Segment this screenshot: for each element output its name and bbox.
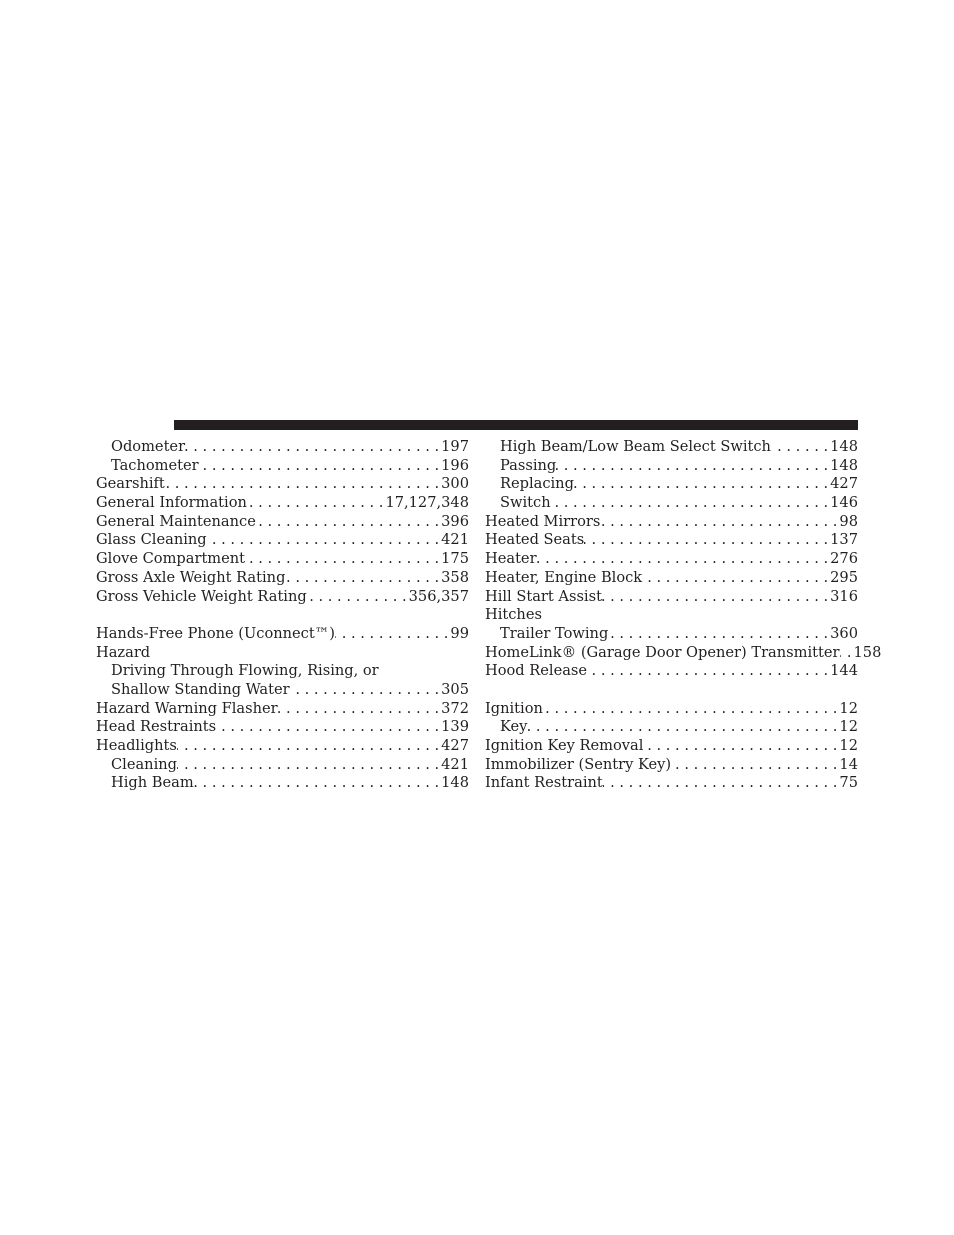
- dot-leader: [285, 569, 441, 588]
- index-subentry: [96, 774, 469, 793]
- index-subentry: [485, 457, 858, 476]
- page-number: 98: [839, 512, 858, 530]
- dot-leader: [256, 513, 441, 532]
- page-number: 14: [839, 755, 858, 773]
- dot-leader: [600, 513, 839, 532]
- index-entry: [485, 531, 858, 550]
- index-term: General Maintenance: [96, 512, 256, 530]
- index-term: Headlights: [96, 737, 177, 754]
- index-term: General Information: [96, 494, 247, 512]
- index-subentry: [96, 756, 469, 775]
- index-entry: [485, 700, 858, 719]
- index-term: Replacing: [500, 475, 574, 493]
- index-term: Gross Axle Weight Rating: [96, 568, 286, 586]
- index-entry: [96, 718, 469, 737]
- index-term: Heater: [485, 550, 537, 568]
- index-term: Heater, Engine Block: [485, 568, 643, 586]
- index-column-left: [96, 438, 469, 793]
- index-subentry: [96, 457, 469, 476]
- index-entry: [96, 531, 469, 550]
- page-number: 372: [441, 699, 469, 717]
- dot-leader: [771, 438, 830, 457]
- page-number: 158: [853, 643, 882, 661]
- dot-leader: [643, 737, 839, 756]
- index-term: Gross Vehicle Weight Rating: [96, 587, 307, 605]
- index-entry: [485, 662, 858, 681]
- index-entry: [96, 588, 469, 607]
- page-number: 427: [441, 737, 469, 754]
- dot-leader: [602, 588, 830, 607]
- index-term: Key: [500, 718, 528, 736]
- page-number: 146: [830, 494, 858, 512]
- page-number: 148: [830, 438, 858, 455]
- index-entry: [96, 550, 469, 569]
- page-number: 12: [839, 737, 858, 754]
- page-number: 421: [441, 755, 469, 773]
- index-term: Glass Cleaning: [96, 531, 207, 549]
- index-subentry: [485, 438, 858, 457]
- page-number: 99: [450, 624, 469, 642]
- index-term: Immobilizer (Sentry Key): [485, 755, 672, 773]
- index-entry: [485, 643, 882, 663]
- index-term: Hill Start Assist: [485, 587, 602, 605]
- page-number: 360: [830, 624, 858, 642]
- index-entry: [96, 494, 469, 513]
- index-term: High Beam/Low Beam Select Switch: [500, 438, 771, 455]
- index-entry: [485, 588, 858, 607]
- index-spacer: [96, 606, 469, 625]
- page-number: 197: [441, 438, 469, 455]
- index-entry: [485, 774, 858, 793]
- index-entry: [485, 606, 858, 625]
- dot-leader: [247, 494, 386, 513]
- page-number: 295: [830, 568, 858, 586]
- index-term: Cleaning: [111, 755, 177, 773]
- index-term: Hazard Warning Flasher: [96, 699, 278, 717]
- dot-leader: [245, 550, 441, 569]
- index-entry: [485, 513, 858, 532]
- index-subentry: [485, 718, 858, 737]
- dot-leader: [278, 700, 442, 719]
- page-number: 396: [441, 512, 469, 530]
- dot-leader: [584, 531, 830, 550]
- dot-leader: [177, 737, 441, 756]
- dot-leader: [185, 438, 441, 457]
- dot-leader: [177, 756, 441, 775]
- dot-leader: [194, 774, 441, 793]
- page-number: 75: [839, 774, 858, 792]
- index-term: Driving Through Flowing, Rising, or: [111, 662, 379, 680]
- page-number: 144: [830, 662, 858, 680]
- dot-leader: [642, 569, 830, 588]
- dot-leader: [840, 644, 854, 663]
- index-entry: [485, 550, 858, 569]
- page-number: 196: [441, 456, 469, 474]
- page-number: 300: [441, 475, 469, 493]
- dot-leader: [551, 494, 831, 513]
- page-number: 358: [441, 568, 469, 586]
- index-term: HomeLink® (Garage Door Opener) Transmitter: [485, 643, 840, 661]
- index-term: Odometer: [111, 438, 186, 455]
- index-entry: [96, 513, 469, 532]
- dot-leader: [207, 531, 442, 550]
- dot-leader: [537, 550, 831, 569]
- dot-leader: [671, 756, 839, 775]
- index-term: Hitches: [485, 606, 542, 624]
- page-number: 175: [441, 550, 469, 568]
- page-number: 12: [839, 699, 858, 717]
- index-entry: [485, 737, 858, 756]
- index-term: Ignition Key Removal: [485, 737, 644, 754]
- dot-leader: [527, 718, 839, 737]
- dot-leader: [587, 662, 830, 681]
- page-number: 137: [830, 531, 858, 549]
- index-term: Hazard: [96, 643, 151, 661]
- index-subentry: [96, 662, 469, 681]
- index-term: High Beam: [111, 774, 194, 792]
- page-number: 316: [830, 587, 858, 605]
- index-term: Passing: [500, 456, 557, 474]
- index-spacer: [485, 681, 858, 700]
- index-term: Hands-Free Phone (Uconnect™): [96, 624, 335, 642]
- dot-leader: [216, 718, 441, 737]
- page-number: 356,357: [408, 587, 469, 605]
- index-entry: [96, 700, 469, 719]
- dot-leader: [199, 457, 442, 476]
- page-number: 305: [441, 680, 469, 698]
- dot-leader: [574, 475, 830, 494]
- index-subentry: [485, 475, 858, 494]
- index-entry: [96, 737, 469, 756]
- index-term: Infant Restraint: [485, 774, 603, 792]
- index-term: Shallow Standing Water: [111, 680, 290, 698]
- index-entry: [96, 644, 469, 663]
- index-entry: [485, 756, 858, 775]
- dot-leader: [608, 625, 830, 644]
- index-entry: [485, 569, 858, 588]
- index-term: Heated Seats: [485, 531, 585, 549]
- index-subentry: [485, 625, 858, 644]
- index-term: Head Restraints: [96, 718, 217, 736]
- index-term: Hood Release: [485, 662, 588, 680]
- index-term: Heated Mirrors: [485, 512, 601, 530]
- page-number: 148: [830, 456, 858, 474]
- index-term: Tachometer: [111, 456, 199, 474]
- index-entry: [96, 569, 469, 588]
- dot-leader: [307, 588, 409, 607]
- header-rule: [174, 420, 858, 430]
- index-term: Gearshift: [96, 475, 165, 493]
- index-term: Ignition: [485, 699, 543, 717]
- index-term: Switch: [500, 494, 551, 512]
- dot-leader: [556, 457, 830, 476]
- page-number: 427: [830, 475, 858, 493]
- dot-leader: [335, 625, 450, 644]
- index-entry: [96, 475, 469, 494]
- index-entry: [96, 625, 469, 644]
- index-term: Trailer Towing: [500, 624, 609, 642]
- index-term: Glove Compartment: [96, 550, 246, 568]
- index-column-right: [485, 438, 882, 793]
- page-number: 148: [441, 774, 469, 792]
- page-number: 17,127,348: [385, 494, 469, 512]
- page-number: 276: [830, 550, 858, 568]
- index-subentry: [485, 494, 858, 513]
- page-number: 12: [839, 718, 858, 736]
- page-number: 139: [441, 718, 469, 736]
- index-subentry: [96, 438, 469, 457]
- dot-leader: [165, 475, 441, 494]
- dot-leader: [603, 774, 840, 793]
- dot-leader: [290, 681, 442, 700]
- dot-leader: [543, 700, 840, 719]
- index-subentry: [96, 681, 469, 700]
- page-number: 421: [441, 531, 469, 549]
